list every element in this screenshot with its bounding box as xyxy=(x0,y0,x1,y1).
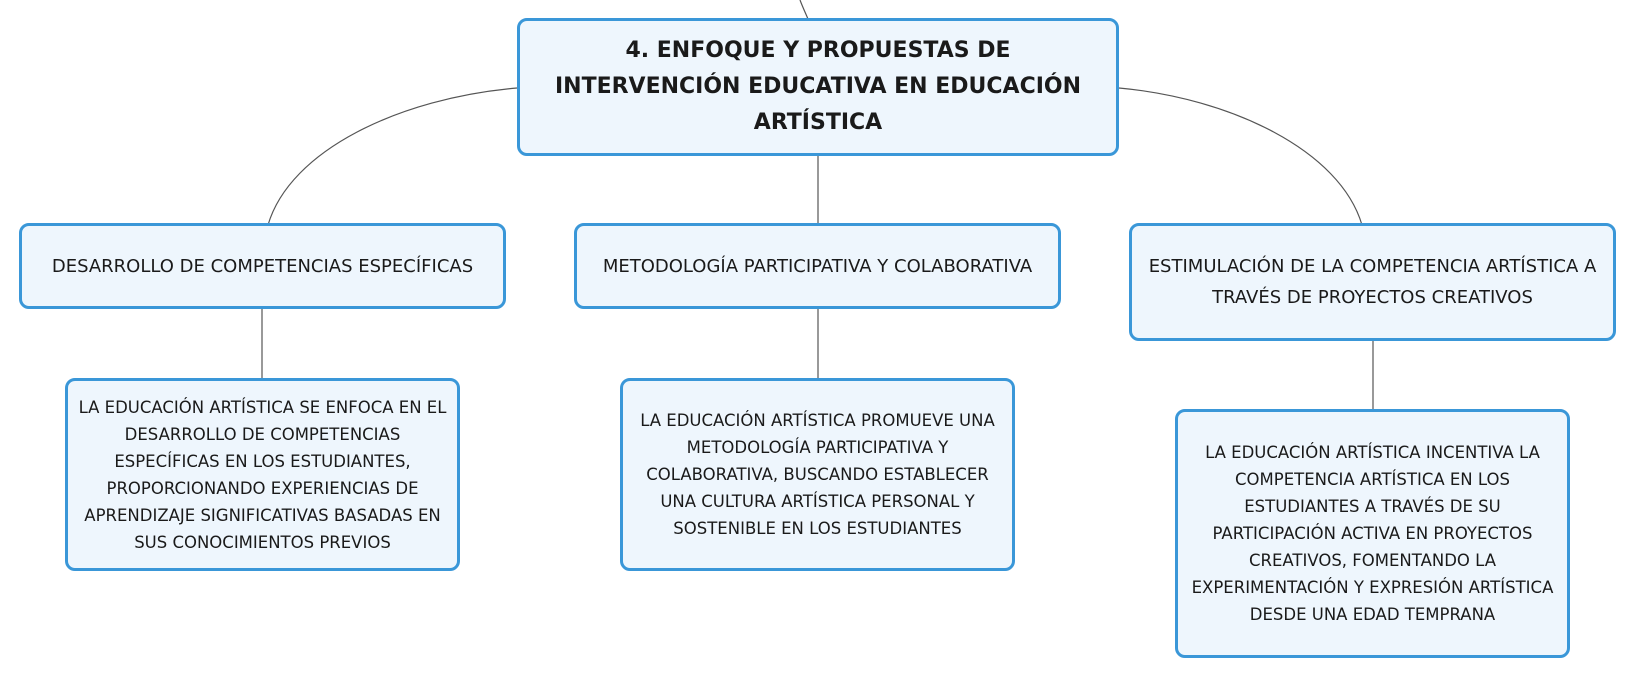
root-topic-title: 4. ENFOQUE Y PROPUESTAS DE INTERVENCIÓN EDUCATIVA EN EDUCACIÓN ARTÍSTICA xyxy=(554,38,1082,135)
connector-parent-to-root xyxy=(800,0,808,19)
branch-label: ESTIMULACIÓN DE LA COMPETENCIA ARTÍSTICA A TRAVÉS DE PROYECTOS CREATIVOS xyxy=(1148,256,1597,308)
branch-node-competencias[interactable] xyxy=(19,223,506,309)
detail-text: LA EDUCACIÓN ARTÍSTICA PROMUEVE UNA METODOLOGÍA PARTICIPATIVA Y COLABORATIVA, BUSCANDO ESTABLECER UNA CULTURA ARTÍSTICA PERSONAL Y SOSTENIBLE EN LOS ESTUDIANTES xyxy=(640,411,995,538)
branch-node-estimulacion[interactable] xyxy=(1129,223,1616,341)
connector-root-to-branch-3 xyxy=(1119,88,1362,225)
detail-text: LA EDUCACIÓN ARTÍSTICA INCENTIVA LA COMPETENCIA ARTÍSTICA EN LOS ESTUDIANTES A TRAVÉS DE SU PARTICIPACIÓN ACTIVA EN PROYECTOS CREATIVOS, FOMENTANDO LA EXPERIMENTACIÓN Y EXPRESIÓN ARTÍSTICA DESDE UNA EDAD TEMPRANA xyxy=(1191,443,1554,624)
detail-text: LA EDUCACIÓN ARTÍSTICA SE ENFOCA EN EL DESARROLLO DE COMPETENCIAS ESPECÍFICAS EN LOS ESTUDIANTES, PROPORCIONANDO EXPERIENCIAS DE APRENDIZAJE SIGNIFICATIVAS BASADAS EN SUS CONOCIMIENTOS PREVIOS xyxy=(78,397,447,552)
branch-node-metodologia[interactable] xyxy=(574,223,1061,309)
branch-label: METODOLOGÍA PARTICIPATIVA Y COLABORATIVA xyxy=(602,255,1033,277)
root-topic-node[interactable] xyxy=(517,18,1119,156)
detail-node-estimulacion[interactable] xyxy=(1175,409,1570,658)
connector-root-to-branch-1 xyxy=(268,88,517,225)
branch-label: DESARROLLO DE COMPETENCIAS ESPECÍFICAS xyxy=(51,255,474,277)
detail-node-metodologia[interactable] xyxy=(620,378,1015,571)
detail-node-competencias[interactable] xyxy=(65,378,460,571)
